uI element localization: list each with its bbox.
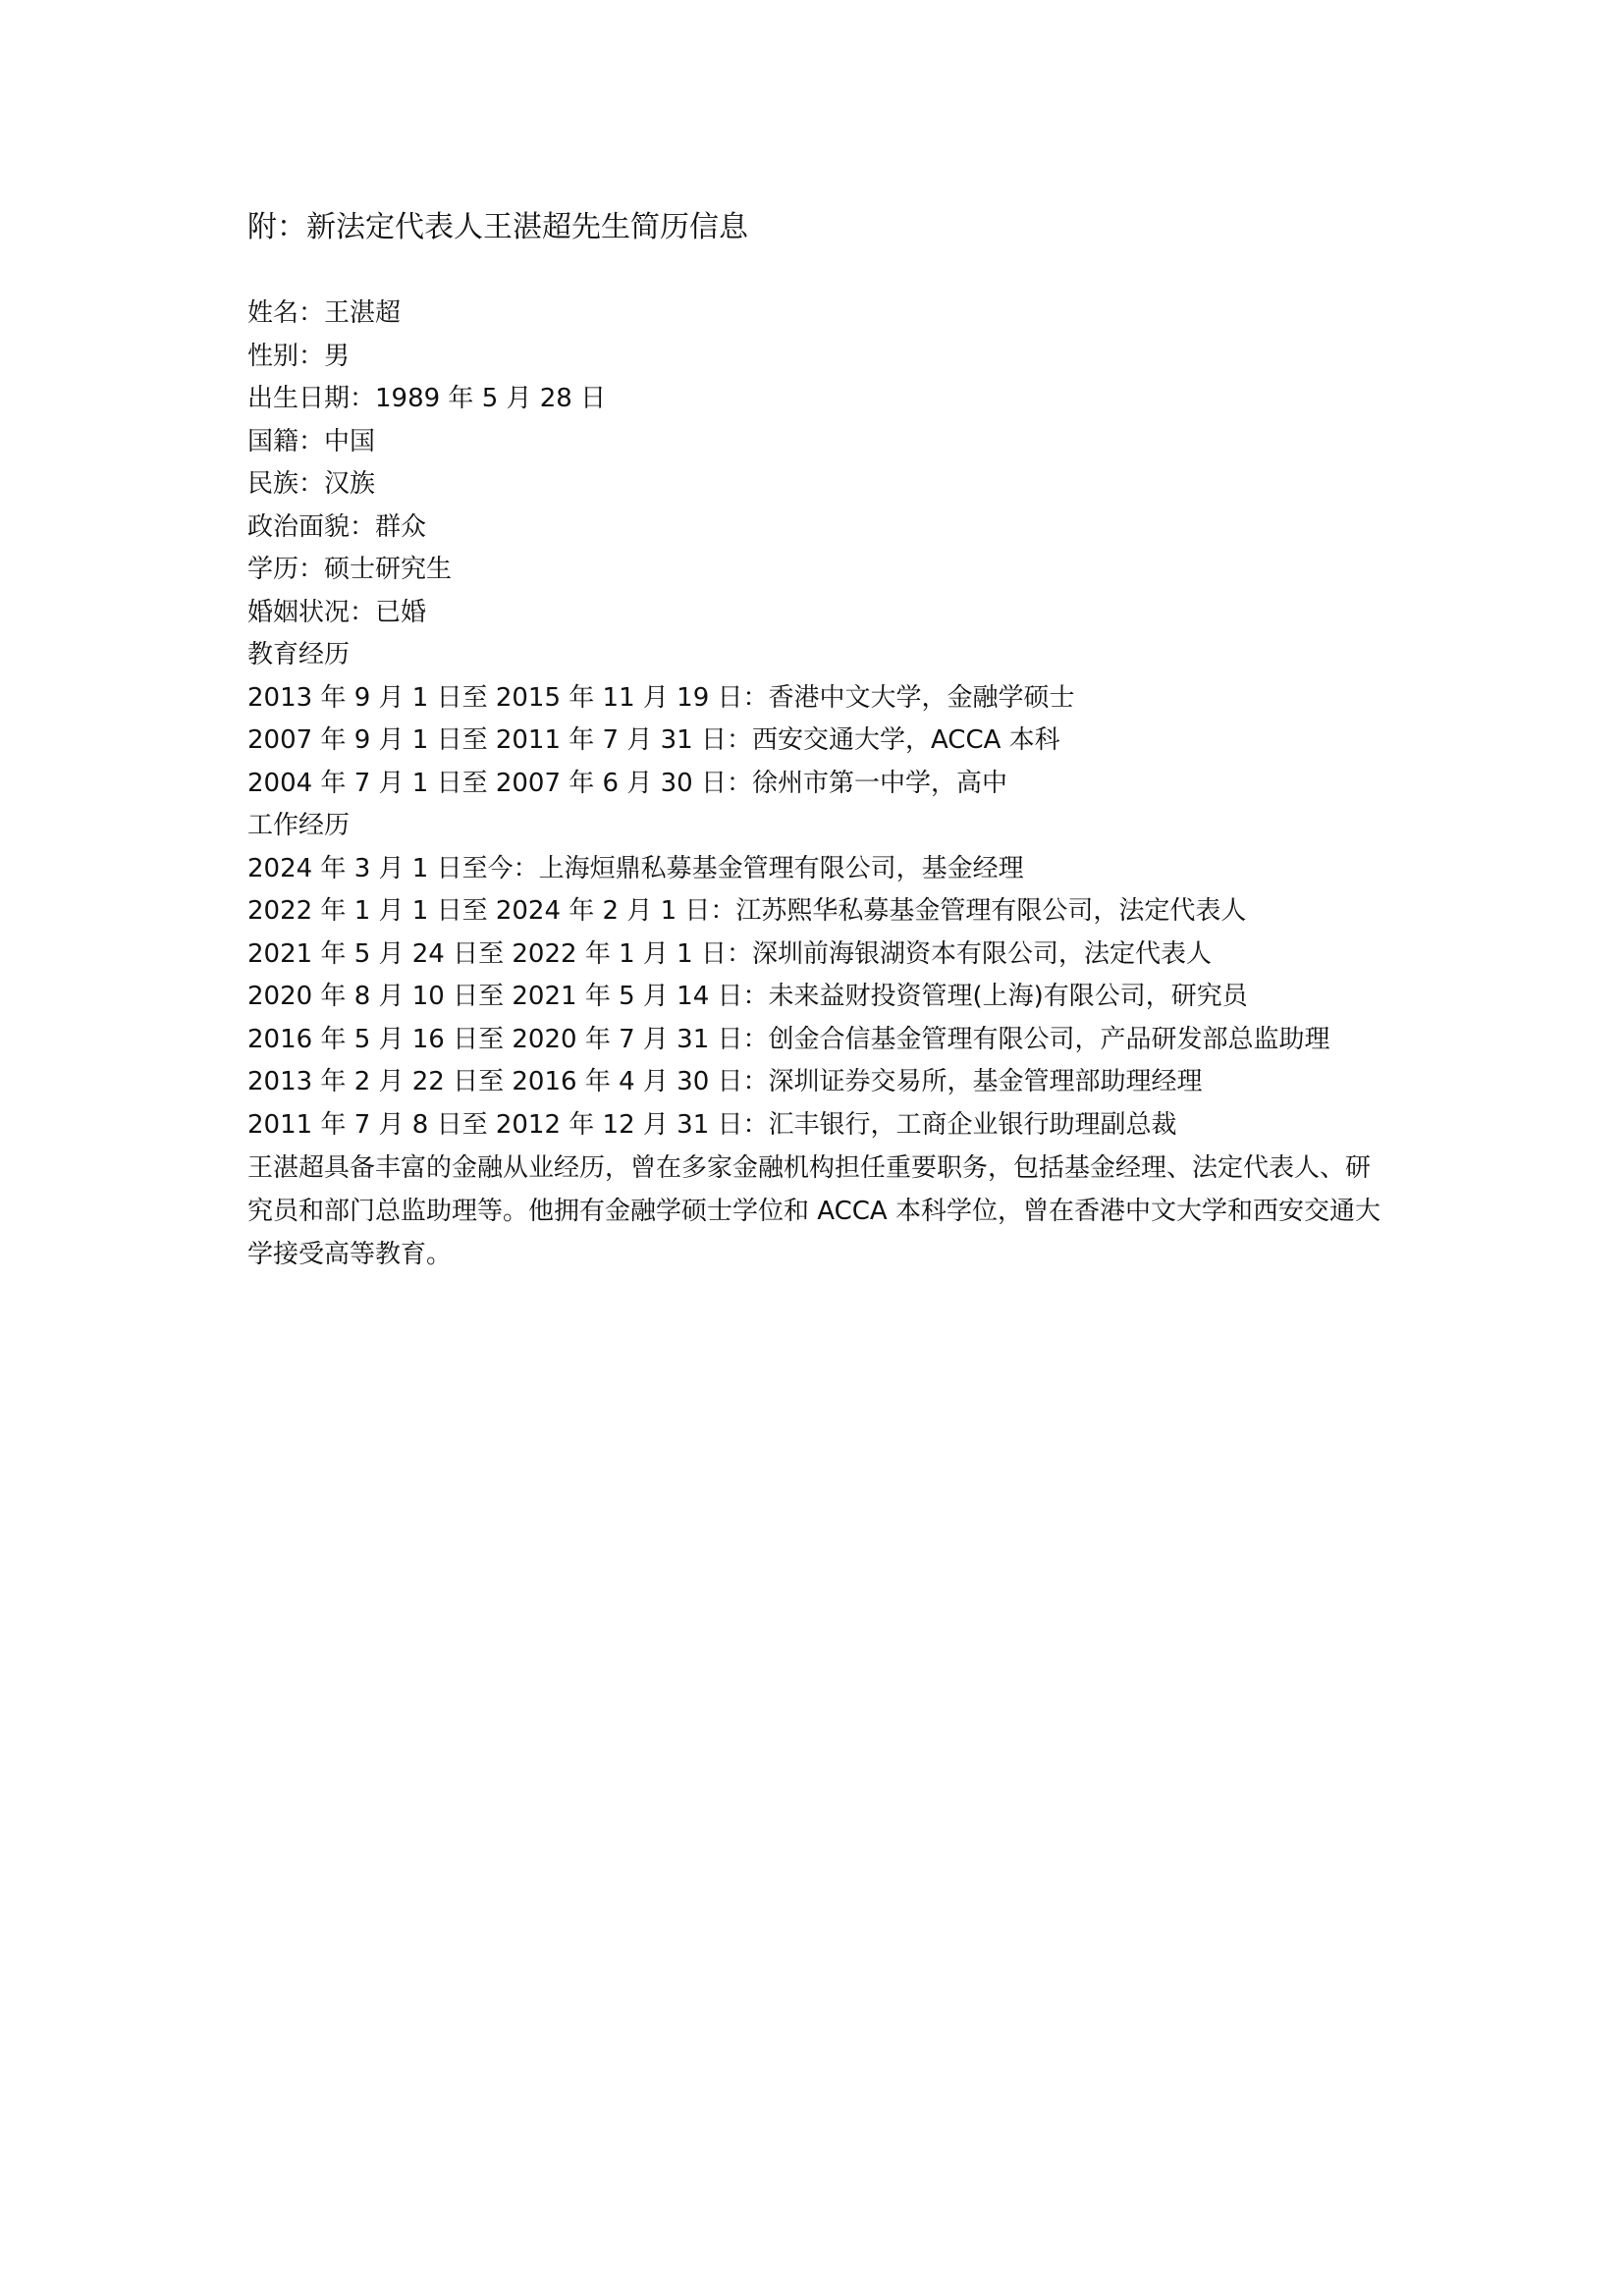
summary-paragraph: 王湛超具备丰富的金融从业经历，曾在多家金融机构担任重要职务，包括基金经理、法定代表人、研究员和部门总监助理等。他拥有金融学硕士学位和 ACCA 本科学位，曾在香港中文大学和西安交通大学接受高等教育。 <box>247 1153 1380 1269</box>
education-item: 2004 年 7 月 1 日至 2007 年 6 月 30 日：徐州市第一中学，高中 <box>247 768 1007 798</box>
work-item: 2011 年 7 月 8 日至 2012 年 12 月 31 日：汇丰银行，工商企业银行助理副总裁 <box>247 1109 1177 1140</box>
work-item: 2022 年 1 月 1 日至 2024 年 2 月 1 日：江苏熙华私募基金管理有限公司，法定代表人 <box>247 896 1247 926</box>
document-title: 附：新法定代表人王湛超先生简历信息 <box>247 210 748 244</box>
education-heading: 教育经历 <box>247 640 351 669</box>
education-item: 2013 年 9 月 1 日至 2015 年 11 月 19 日：香港中文大学，金融学硕士 <box>247 682 1075 713</box>
work-item: 2016 年 5 月 16 日至 2020 年 7 月 31 日：创金合信基金管理有限公司，产品研发部总监助理 <box>247 1024 1330 1054</box>
birthdate-line: 出生日期：1989 年 5 月 28 日 <box>247 384 607 413</box>
work-item: 2024 年 3 月 1 日至今：上海烜鼎私募基金管理有限公司，基金经理 <box>247 853 1024 883</box>
work-heading: 工作经历 <box>247 811 351 840</box>
ethnicity-line: 民族：汉族 <box>247 469 376 499</box>
nationality-line: 国籍：中国 <box>247 426 376 456</box>
work-item: 2020 年 8 月 10 日至 2021 年 5 月 14 日：未来益财投资管理(上海)有限公司，研究员 <box>247 982 1248 1011</box>
education-level-line: 学历：硕士研究生 <box>247 555 453 584</box>
resume-content <box>247 293 1388 1276</box>
work-item: 2021 年 5 月 24 日至 2022 年 1 月 1 日：深圳前海银湖资本有限公司，法定代表人 <box>247 938 1212 969</box>
gender-line: 性别：男 <box>247 341 351 371</box>
political-status-line: 政治面貌：群众 <box>247 511 427 542</box>
marital-status-line: 婚姻状况：已婚 <box>247 597 427 627</box>
name-line: 姓名：王湛超 <box>247 298 402 328</box>
education-item: 2007 年 9 月 1 日至 2011 年 7 月 31 日：西安交通大学，ACCA 本科 <box>247 725 1060 755</box>
work-item: 2013 年 2 月 22 日至 2016 年 4 月 30 日：深圳证券交易所，基金管理部助理经理 <box>247 1067 1203 1096</box>
